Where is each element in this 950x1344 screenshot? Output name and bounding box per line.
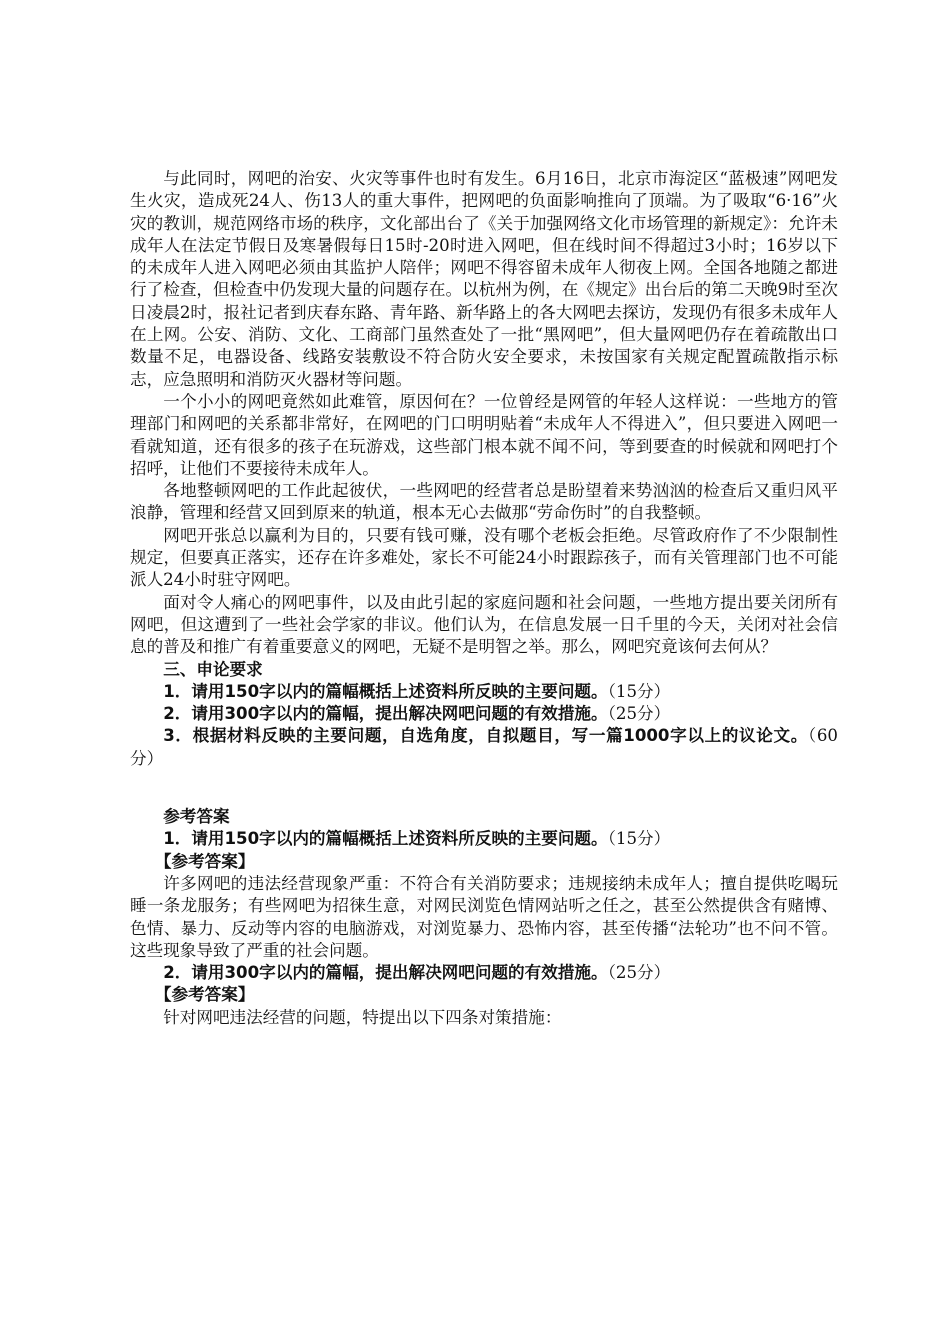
answer-question-1 — [130, 828, 838, 850]
answer-label-1: 【参考答案】 — [154, 851, 255, 871]
answer-text-1: 许多网吧的违法经营现象严重：不符合有关消防要求；违规接纳未成年人；擅自提供吃喝玩睡一条龙服务；有些网吧为招徕生意，对网民浏览色情网站听之任之，甚至公然提供含有赌博、色情、暴力、反动等内容的电脑游戏，对浏览暴力、恐怖内容，甚至传播“法轮功”也不问不管。这些现象导致了严重的社会问题。 — [130, 873, 838, 960]
answer-text-2: 针对网吧违法经营的问题，特提出以下四条对策措施： — [163, 1007, 562, 1027]
answers-heading: 参考答案 — [163, 807, 230, 827]
section-gap — [130, 770, 838, 806]
question-score: （15分） — [607, 829, 671, 849]
requirement-item-3 — [130, 725, 838, 770]
material-paragraph-2: 一个小小的网吧竟然如此难管，原因何在？一位曾经是网管的年轻人这样说：一些地方的管理部门和网吧的关系都非常好，在网吧的门口明明贴着“未成年人不得进入”，但只要进入网吧一看就知道，还有很多的孩子在玩游戏，这些部门根本就不闻不问，等到要查的时候就和网吧打个招呼，让他们不要接待未成年人。 — [130, 391, 838, 478]
requirements-heading: 三、申论要求 — [163, 659, 263, 679]
material-paragraph-4: 网吧开张总以赢利为目的，只要有钱可赚，没有哪个老板会拒绝。尽管政府作了不少限制性规定，但要真正落实，还存在许多难处，家长不可能24小时跟踪孩子，而有关管理部门也不可能派人24小时驻守网吧。 — [130, 525, 838, 590]
requirement-score: （60分） — [130, 726, 838, 768]
requirement-score: （25分） — [607, 704, 671, 724]
requirement-item-2 — [130, 703, 838, 725]
material-paragraph-3: 各地整顿网吧的工作此起彼伏，一些网吧的经营者总是盼望着来势汹汹的检查后又重归风平浪静，管理和经营又回到原来的轨道，根本无心去做那“劳命伤时”的自我整顿。 — [130, 481, 838, 523]
question-text: 1．请用150字以内的篇幅概括上述资料所反映的主要问题。 — [163, 829, 608, 849]
material-paragraph-5: 面对令人痛心的网吧事件，以及由此引起的家庭问题和社会问题，一些地方提出要关闭所有网吧，但这遭到了一些社会学家的非议。他们认为，在信息发展一日千里的今天，关闭对社会信息的普及和推广有着重要意义的网吧，无疑不是明智之举。那么，网吧究竟该何去何从？ — [130, 592, 838, 657]
requirement-text: 3．根据材料反映的主要问题，自选角度，自拟题目，写一篇1000字以上的议论文。 — [163, 726, 808, 746]
requirement-item-1 — [130, 681, 838, 703]
requirement-text: 1．请用150字以内的篇幅概括上述资料所反映的主要问题。 — [163, 681, 608, 701]
requirement-text: 2．请用300字以内的篇幅，提出解决网吧问题的有效措施。 — [163, 704, 608, 724]
requirement-score: （15分） — [607, 681, 671, 701]
question-score: （25分） — [607, 963, 671, 983]
answer-label-2: 【参考答案】 — [154, 985, 255, 1005]
answer-question-2 — [130, 962, 838, 984]
document-page — [130, 168, 838, 1029]
material-paragraph-1: 与此同时，网吧的治安、火灾等事件也时有发生。6月16日，北京市海淀区“蓝极速”网吧发生火灾，造成死24人、伤13人的重大事件，把网吧的负面影响推向了顶端。为了吸取“6·16”火灾的教训，规范网络市场的秩序，文化部出台了《关于加强网络文化市场管理的新规定》：允许未成年人在法定节假日及寒暑假每日15时-20时进入网吧，但在线时间不得超过3小时；16岁以下的未成年人进入网吧必须由其监护人陪伴；网吧不得容留未成年人彻夜上网。全国各地随之都进行了检查，但检查中仍发现大量的问题存在。以杭州为例，在《规定》出台后的第二天晚9时至次日凌晨2时，报社记者到庆春东路、青年路、新华路上的各大网吧去探访，发现仍有很多未成年人在上网。公安、消防、文化、工商部门虽然查处了一批“黑网吧”，但大量网吧仍存在着疏散出口数量不足，电器设备、线路安装敷设不符合防火安全要求，未按国家有关规定配置疏散指示标志，应急照明和消防灭火器材等问题。 — [130, 169, 838, 389]
question-text: 2．请用300字以内的篇幅，提出解决网吧问题的有效措施。 — [163, 963, 608, 983]
